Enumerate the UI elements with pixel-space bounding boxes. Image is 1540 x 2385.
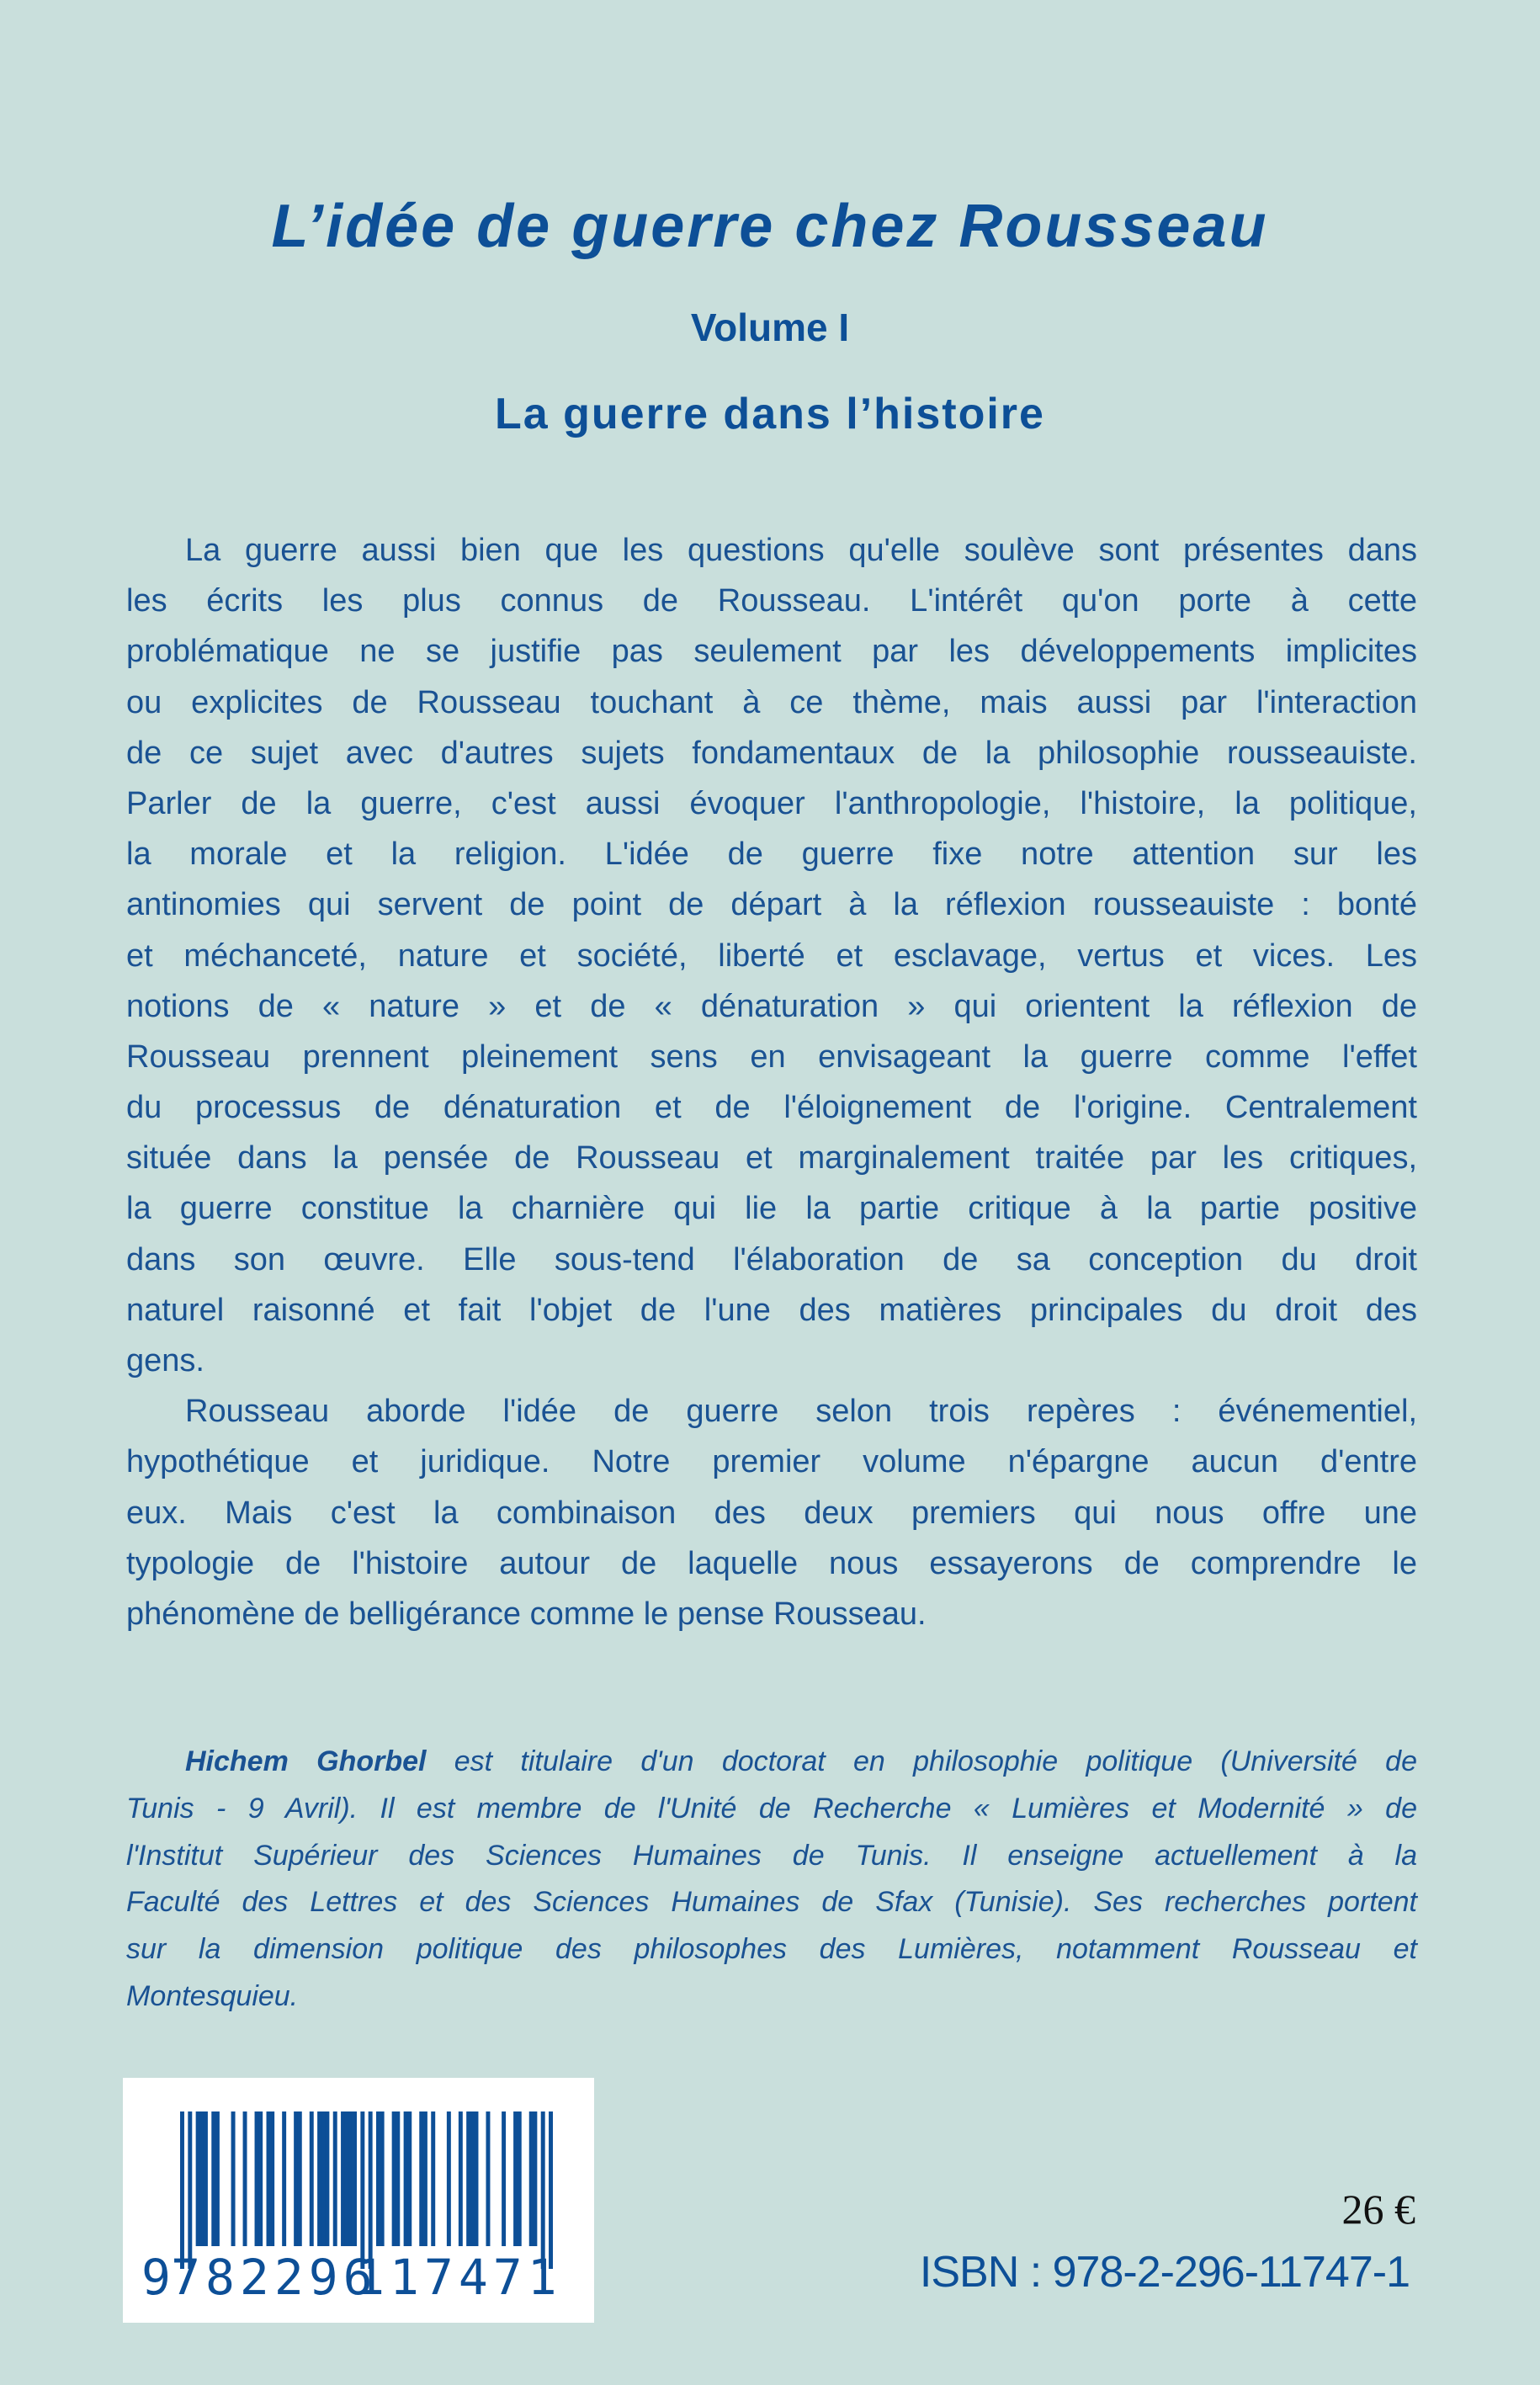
barcode-bar (466, 2111, 470, 2246)
summary-line: gens. (126, 1343, 204, 1378)
barcode-bar (211, 2111, 215, 2246)
barcode-digits: 9 (141, 2249, 176, 2306)
barcode-bar (317, 2111, 321, 2246)
summary-line: située dans la pensée de Rousseau et marginalement traitée par les critiques, (126, 1140, 1417, 1177)
barcode-bar (447, 2111, 451, 2246)
barcode-bar (529, 2111, 534, 2246)
isbn: ISBN : 978-2-296-11747-1 (919, 2248, 1410, 2297)
barcode-bar (270, 2111, 274, 2246)
summary-line: antinomies qui servent de point de départ à la réflexion rousseauiste : bonté (126, 887, 1417, 923)
summary-line: ou explicites de Rousseau touchant à ce thème, mais aussi par l'interaction (126, 684, 1417, 720)
bio-line: l'Institut Supérieur des Sciences Humaines de Tunis. Il enseigne actuellement à la (126, 1839, 1417, 1872)
barcode-bar (282, 2111, 286, 2246)
book-title: L’idée de guerre chez Rousseau (271, 193, 1269, 260)
barcode-bar (541, 2111, 545, 2269)
author-bio (126, 1739, 1417, 2021)
barcode-bar (325, 2111, 329, 2246)
barcode-bar (518, 2111, 522, 2246)
summary-line: Rousseau aborde l'idée de guerre selon trois repères : événementiel, (185, 1394, 1417, 1430)
barcode-bar (376, 2111, 380, 2246)
barcode-bar (369, 2111, 373, 2269)
summary-line: Parler de la guerre, c'est aussi évoquer l'anthropologie, l'histoire, la politique, (126, 785, 1417, 821)
summary-line: la guerre constitue la charnière qui lie la partie critique à la partie positive (126, 1191, 1417, 1227)
barcode-bar (345, 2111, 349, 2246)
bio-line: sur la dimension politique des philosophes des Lumières, notamment Rousseau et (126, 1933, 1417, 1966)
bio-line: Tunis - 9 Avril). Il est membre de l'Unité de Recherche « Lumières et Modernité » de (126, 1792, 1417, 1825)
barcode-bar (353, 2111, 357, 2246)
barcode-bar (431, 2111, 435, 2246)
barcode-bar (188, 2111, 192, 2269)
barcode-bar (341, 2111, 345, 2246)
barcode-graphic (123, 2078, 594, 2323)
barcode-bar (199, 2111, 204, 2246)
barcode-bar (267, 2111, 271, 2246)
summary-line: et méchanceté, nature et société, liberté et esclavage, vertus et vices. Les (126, 938, 1417, 974)
barcode-bar (533, 2111, 537, 2246)
barcode-bar (255, 2111, 259, 2246)
summary-text (126, 525, 1417, 1639)
barcode-bar (423, 2111, 427, 2246)
barcode-bar (180, 2111, 184, 2269)
barcode-bar (298, 2111, 302, 2246)
barcode-bar (419, 2111, 423, 2246)
summary-line: la morale et la religion. L'idée de guerre fixe notre attention sur les (126, 837, 1417, 873)
barcode-bar (486, 2111, 490, 2246)
bio-first-line: est titulaire d'un doctorat en philosophie politique (Université de (426, 1745, 1418, 1777)
barcode-bar (513, 2111, 518, 2246)
barcode-bar (333, 2111, 337, 2246)
summary-line: problématique ne se justifie pas seulement par les développements implicites (126, 634, 1417, 670)
barcode-bar (459, 2111, 463, 2246)
summary-line: de ce sujet avec d'autres sujets fondamentaux de la philosophie rousseauiste. (126, 735, 1417, 771)
barcode-digits: 117471 (355, 2249, 562, 2306)
barcode-bar (294, 2111, 298, 2246)
barcode-bar (360, 2111, 364, 2269)
summary-line: dans son œuvre. Elle sous-tend l'élaboration de sa conception du droit (126, 1241, 1417, 1277)
summary-line: naturel raisonné et fait l'objet de l'une des matières principales du droit des (126, 1292, 1417, 1328)
barcode-bar (243, 2111, 247, 2246)
barcode-bar (380, 2111, 385, 2246)
barcode-bar (502, 2111, 506, 2246)
barcode-bar (258, 2111, 263, 2246)
bio-line (126, 1739, 1417, 1786)
barcode-bar (392, 2111, 396, 2246)
barcode-bar (215, 2111, 220, 2246)
summary-line: notions de « nature » et de « dénaturation » qui orientent la réflexion de (126, 988, 1417, 1024)
bio-line: Faculté des Lettres et des Sciences Humaines de Sfax (Tunisie). Ses recherches portent (126, 1886, 1417, 1919)
barcode-digits: 782296 (171, 2249, 378, 2306)
summary-line: phénomène de belligérance comme le pense Rousseau. (126, 1596, 927, 1632)
summary-line: du processus de dénaturation et de l'éloignement de l'origine. Centralement (126, 1090, 1417, 1126)
volume-label: Volume I (690, 305, 850, 349)
summary-line: les écrits les plus connus de Rousseau. L'intérêt qu'on porte à cette (126, 583, 1417, 619)
summary-line: eux. Mais c'est la combinaison des deux premiers qui nous offre une (126, 1495, 1417, 1531)
barcode-bar (348, 2111, 353, 2246)
bio-line: Montesquieu. (126, 1979, 299, 2012)
summary-line: hypothétique et juridique. Notre premier volume n'épargne aucun d'entre (126, 1444, 1417, 1480)
barcode-bar (321, 2111, 326, 2246)
barcode-bar (231, 2111, 236, 2246)
barcode-bar (196, 2111, 200, 2246)
barcode-bar (310, 2111, 314, 2246)
barcode-bar (396, 2111, 400, 2246)
barcode-bar (470, 2111, 475, 2246)
barcode-bar (204, 2111, 208, 2246)
summary-line: Rousseau prennent pleinement sens en envisageant la guerre comme l'effet (126, 1038, 1417, 1075)
barcode-bar (404, 2111, 408, 2246)
author-name: Hichem Ghorbel (185, 1745, 427, 1777)
barcode-bar (407, 2111, 412, 2246)
price: 26 € (1341, 2186, 1415, 2233)
barcode-bar (549, 2111, 553, 2269)
summary-line: typologie de l'histoire autour de laquelle nous essayerons de comprendre le (126, 1545, 1417, 1581)
book-subtitle: La guerre dans l’histoire (495, 390, 1045, 438)
summary-line: La guerre aussi bien que les questions qu'elle soulève sont présentes dans (185, 533, 1417, 568)
barcode-bar (475, 2111, 479, 2246)
barcode (123, 2078, 594, 2323)
